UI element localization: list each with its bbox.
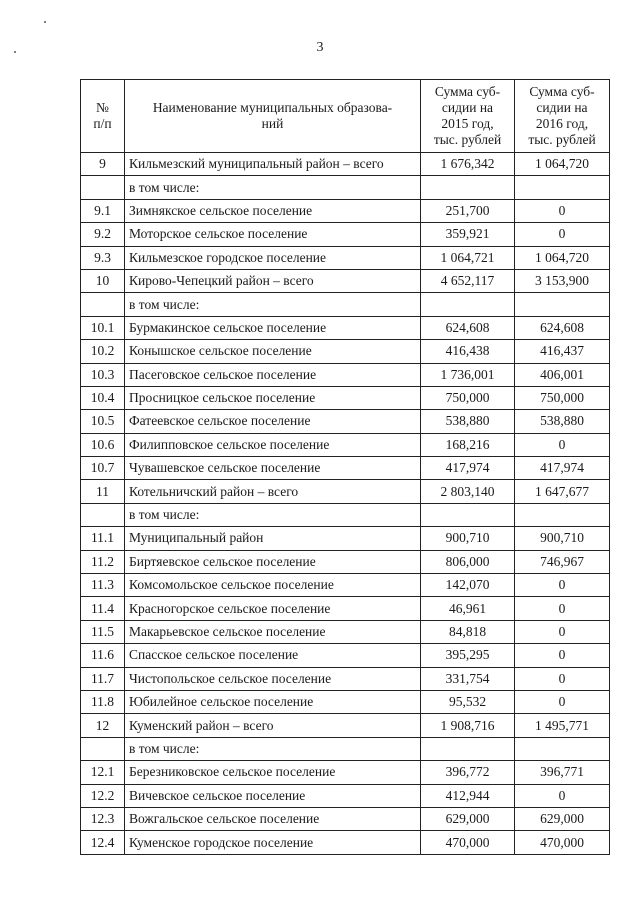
row-name: Зимнякское сельское поселение [125, 199, 421, 222]
row-sum-2015: 84,818 [421, 620, 515, 643]
row-number: 9.3 [81, 246, 125, 269]
row-name: Котельничский район – всего [125, 480, 421, 503]
table-row [81, 457, 610, 480]
row-name: Юбилейное сельское поселение [125, 690, 421, 713]
table-row [81, 644, 610, 667]
row-name: Моторское сельское поселение [125, 223, 421, 246]
table-row [81, 316, 610, 339]
row-sum-2015 [421, 176, 515, 199]
row-sum-2015: 395,295 [421, 644, 515, 667]
row-sum-2016: 1 064,720 [515, 153, 610, 176]
row-name: Куменский район – всего [125, 714, 421, 737]
row-name: Филипповское сельское поселение [125, 433, 421, 456]
row-sum-2015 [421, 737, 515, 760]
scan-speck [44, 21, 46, 23]
row-number: 11.6 [81, 644, 125, 667]
row-sum-2016: 470,000 [515, 831, 610, 854]
row-sum-2016: 900,710 [515, 527, 610, 550]
header-2015-line1: Сумма суб- [434, 84, 501, 99]
row-name: Спасское сельское поселение [125, 644, 421, 667]
row-sum-2015 [421, 293, 515, 316]
row-number [81, 503, 125, 526]
header-name-line1: Наименование муниципальных образова- [152, 100, 393, 115]
row-sum-2016: 0 [515, 690, 610, 713]
row-sum-2015: 2 803,140 [421, 480, 515, 503]
row-sum-2015: 900,710 [421, 527, 515, 550]
row-number: 9 [81, 153, 125, 176]
row-sum-2015: 470,000 [421, 831, 515, 854]
row-sum-2016 [515, 737, 610, 760]
row-number: 12.2 [81, 784, 125, 807]
row-name: Кильмезское городское поселение [125, 246, 421, 269]
row-sum-2016: 1 495,771 [515, 714, 610, 737]
row-sum-2015: 46,961 [421, 597, 515, 620]
row-name: Вожгальское сельское поселение [125, 807, 421, 830]
row-sum-2016 [515, 293, 610, 316]
header-2015-line4: тыс. рублей [433, 132, 502, 147]
row-sum-2015: 750,000 [421, 386, 515, 409]
row-sum-2016: 538,880 [515, 410, 610, 433]
row-number: 10.5 [81, 410, 125, 433]
row-sum-2016: 629,000 [515, 807, 610, 830]
row-sum-2016: 396,771 [515, 761, 610, 784]
row-number: 10.1 [81, 316, 125, 339]
row-sum-2016: 0 [515, 784, 610, 807]
row-sum-2015: 142,070 [421, 574, 515, 597]
header-number [81, 80, 125, 153]
row-sum-2015: 95,532 [421, 690, 515, 713]
row-number: 9.1 [81, 199, 125, 222]
table-row [81, 269, 610, 292]
row-number [81, 737, 125, 760]
row-sum-2015: 359,921 [421, 223, 515, 246]
row-name: Фатеевское сельское поселение [125, 410, 421, 433]
row-name: Комсомольское сельское поселение [125, 574, 421, 597]
row-name: Березниковское сельское поселение [125, 761, 421, 784]
row-sum-2015: 1 908,716 [421, 714, 515, 737]
table-row [81, 340, 610, 363]
row-sum-2016: 0 [515, 620, 610, 643]
row-sum-2016: 624,608 [515, 316, 610, 339]
table-row [81, 246, 610, 269]
table-row [81, 480, 610, 503]
row-number: 10.6 [81, 433, 125, 456]
table-row [81, 410, 610, 433]
table-row [81, 574, 610, 597]
row-number: 11 [81, 480, 125, 503]
row-sum-2015: 331,754 [421, 667, 515, 690]
table-row [81, 176, 610, 199]
row-sum-2016: 0 [515, 433, 610, 456]
header-2015-line2: сидии на [441, 100, 494, 115]
row-name: Пасеговское сельское поселение [125, 363, 421, 386]
row-sum-2016: 0 [515, 644, 610, 667]
table-header-row [81, 80, 610, 153]
row-number: 12 [81, 714, 125, 737]
row-number: 11.5 [81, 620, 125, 643]
row-name: Макарьевское сельское поселение [125, 620, 421, 643]
header-name-line2: ний [261, 116, 284, 131]
row-number: 11.2 [81, 550, 125, 573]
row-name: Бурмакинское сельское поселение [125, 316, 421, 339]
row-number: 12.3 [81, 807, 125, 830]
table-row [81, 667, 610, 690]
table-row [81, 831, 610, 854]
row-number: 12.4 [81, 831, 125, 854]
table-row [81, 433, 610, 456]
row-sum-2015 [421, 503, 515, 526]
row-sum-2015: 806,000 [421, 550, 515, 573]
row-name: в том числе: [125, 176, 421, 199]
row-number: 11.3 [81, 574, 125, 597]
row-sum-2016 [515, 503, 610, 526]
row-sum-2016: 746,967 [515, 550, 610, 573]
table-row [81, 714, 610, 737]
table-row [81, 363, 610, 386]
table-row [81, 503, 610, 526]
table-row [81, 153, 610, 176]
row-sum-2016: 0 [515, 597, 610, 620]
header-name [125, 80, 421, 153]
row-sum-2016: 1 064,720 [515, 246, 610, 269]
table-row [81, 199, 610, 222]
table-row [81, 690, 610, 713]
row-sum-2016: 416,437 [515, 340, 610, 363]
row-sum-2015: 629,000 [421, 807, 515, 830]
row-sum-2016: 406,001 [515, 363, 610, 386]
row-name: Кильмезский муниципальный район – всего [125, 153, 421, 176]
row-sum-2016 [515, 176, 610, 199]
row-sum-2016: 0 [515, 574, 610, 597]
row-sum-2015: 538,880 [421, 410, 515, 433]
header-2016-line1: Сумма суб- [529, 84, 595, 99]
row-sum-2015: 168,216 [421, 433, 515, 456]
header-2016-line2: сидии на [536, 100, 588, 115]
header-number-abbr: п/п [93, 116, 112, 131]
row-name: в том числе: [125, 503, 421, 526]
row-sum-2015: 417,974 [421, 457, 515, 480]
row-sum-2015: 1 736,001 [421, 363, 515, 386]
table-row [81, 784, 610, 807]
table-row [81, 527, 610, 550]
row-number: 11.4 [81, 597, 125, 620]
table-row [81, 550, 610, 573]
row-name: Просницкое сельское поселение [125, 386, 421, 409]
row-number [81, 176, 125, 199]
row-sum-2016: 0 [515, 199, 610, 222]
table-row [81, 620, 610, 643]
table-row [81, 597, 610, 620]
header-number-symbol: № [96, 100, 109, 115]
subsidies-table [80, 79, 610, 855]
header-2016-line4: тыс. рублей [528, 132, 596, 147]
header-sum-2015 [421, 80, 515, 153]
row-name: Вичевское сельское поселение [125, 784, 421, 807]
row-sum-2016: 0 [515, 667, 610, 690]
row-name: Чувашевское сельское поселение [125, 457, 421, 480]
row-number: 10.4 [81, 386, 125, 409]
row-number: 9.2 [81, 223, 125, 246]
row-name: Муниципальный район [125, 527, 421, 550]
row-name: Куменское городское поселение [125, 831, 421, 854]
page-number: 3 [316, 40, 324, 55]
row-number: 11.7 [81, 667, 125, 690]
table-row [81, 223, 610, 246]
row-name: Биртяевское сельское поселение [125, 550, 421, 573]
row-name: Конышское сельское поселение [125, 340, 421, 363]
row-name: в том числе: [125, 737, 421, 760]
table-row [81, 761, 610, 784]
table-row [81, 293, 610, 316]
row-sum-2016: 3 153,900 [515, 269, 610, 292]
row-name: в том числе: [125, 293, 421, 316]
row-number: 10.2 [81, 340, 125, 363]
row-sum-2015: 412,944 [421, 784, 515, 807]
row-sum-2015: 1 064,721 [421, 246, 515, 269]
table-row [81, 737, 610, 760]
row-sum-2015: 1 676,342 [421, 153, 515, 176]
row-number: 12.1 [81, 761, 125, 784]
row-number: 10.3 [81, 363, 125, 386]
row-name: Кирово-Чепецкий район – всего [125, 269, 421, 292]
header-2015-line3: 2015 год, [441, 116, 494, 131]
row-sum-2015: 4 652,117 [421, 269, 515, 292]
row-sum-2015: 396,772 [421, 761, 515, 784]
row-number: 11.1 [81, 527, 125, 550]
row-sum-2015: 251,700 [421, 199, 515, 222]
row-name: Чистопольское сельское поселение [125, 667, 421, 690]
row-sum-2016: 750,000 [515, 386, 610, 409]
row-number [81, 293, 125, 316]
row-number: 10 [81, 269, 125, 292]
row-sum-2016: 0 [515, 223, 610, 246]
row-sum-2016: 1 647,677 [515, 480, 610, 503]
table-row [81, 386, 610, 409]
row-sum-2015: 416,438 [421, 340, 515, 363]
row-name: Красногорское сельское поселение [125, 597, 421, 620]
row-sum-2016: 417,974 [515, 457, 610, 480]
table-row [81, 807, 610, 830]
header-2016-line3: 2016 год, [535, 116, 589, 131]
row-number: 11.8 [81, 690, 125, 713]
row-number: 10.7 [81, 457, 125, 480]
header-sum-2016 [515, 80, 610, 153]
row-sum-2015: 624,608 [421, 316, 515, 339]
